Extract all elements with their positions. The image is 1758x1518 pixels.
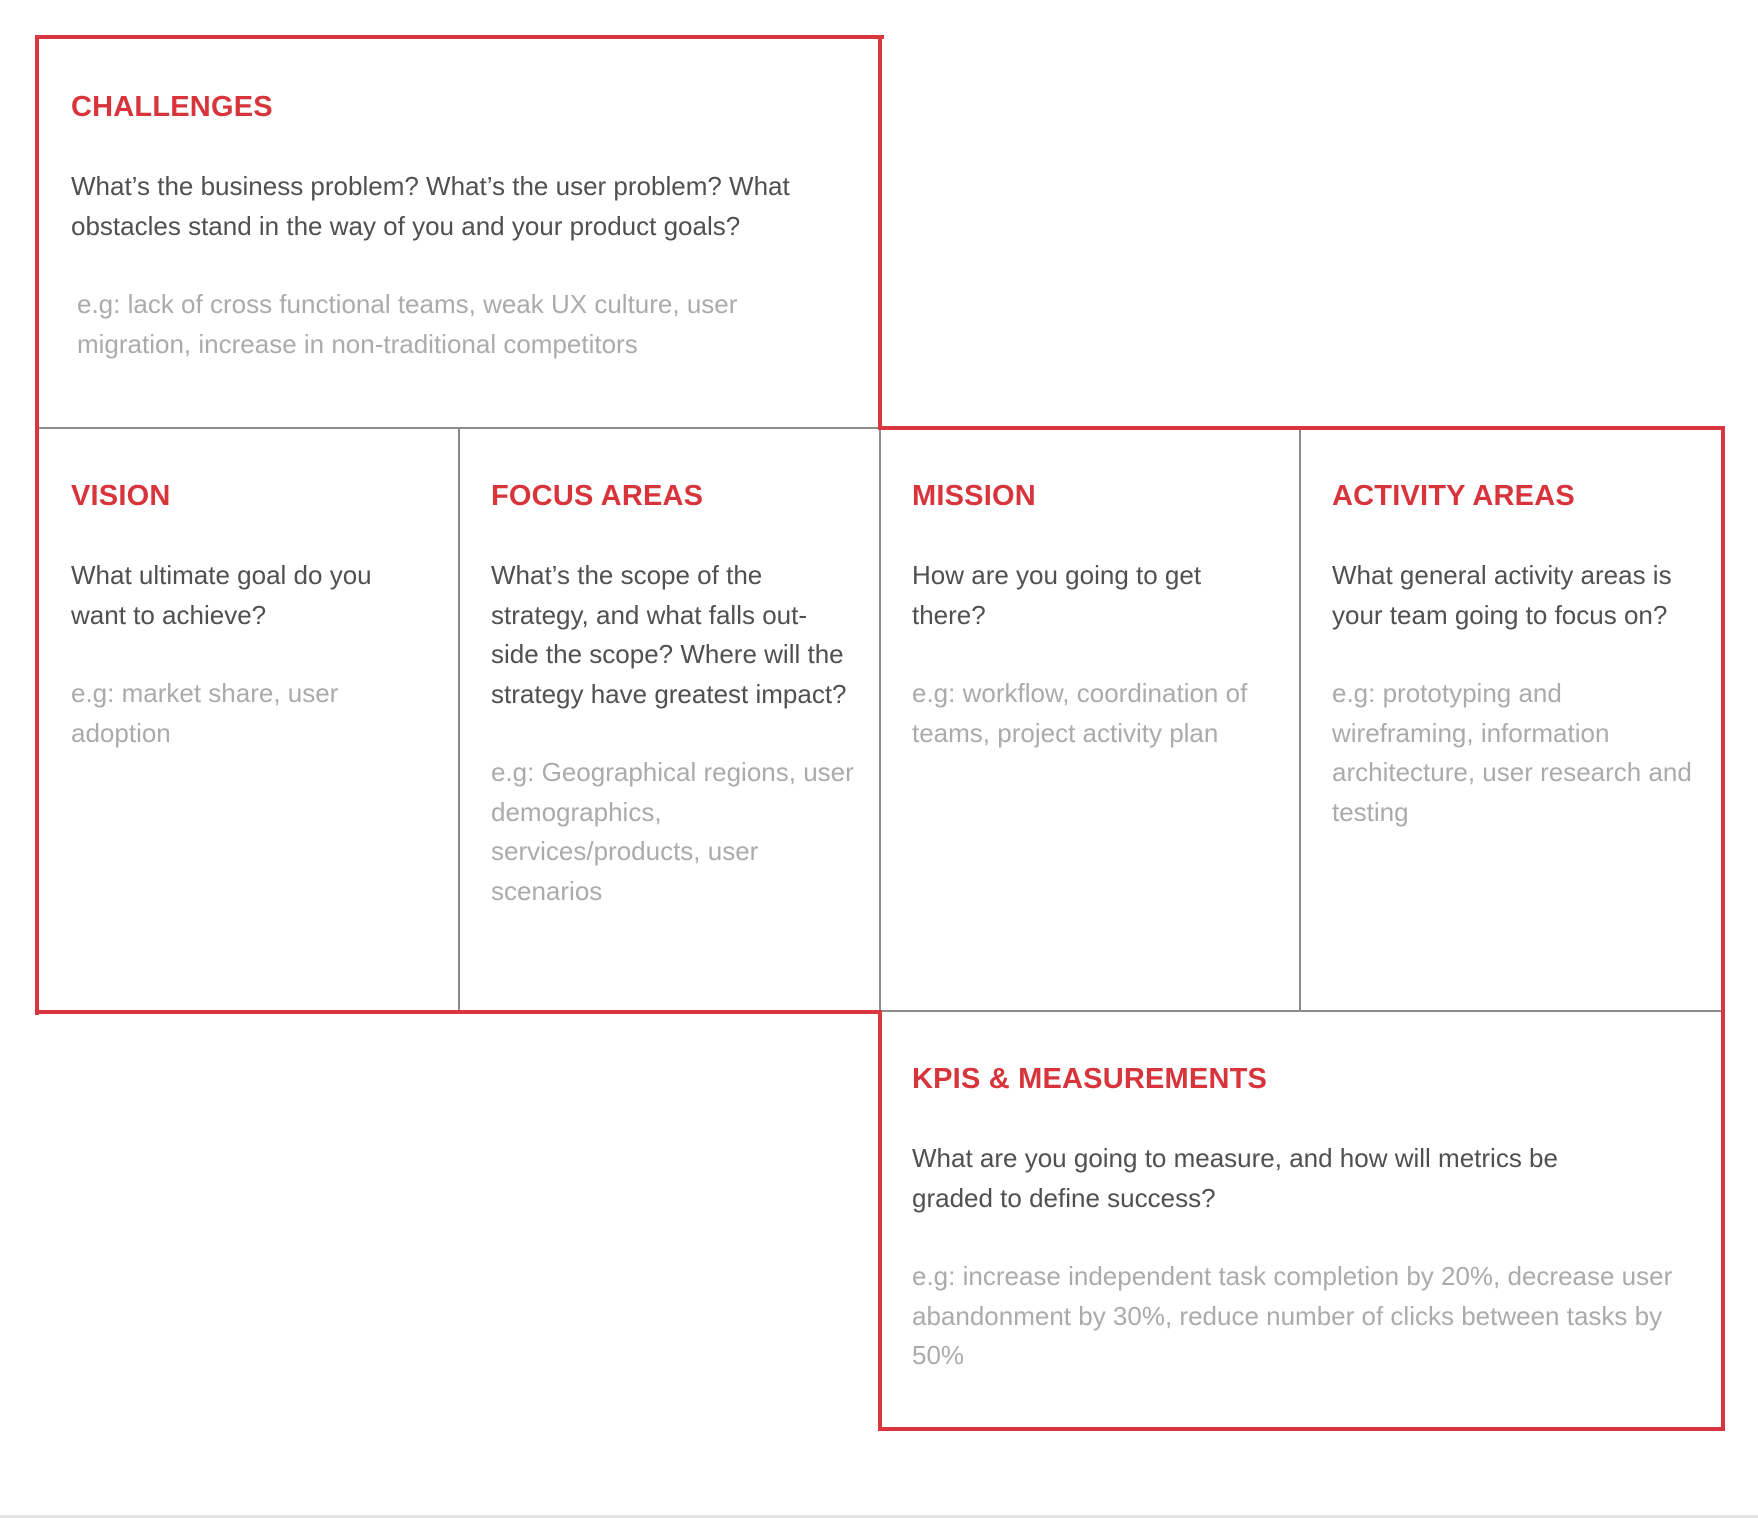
focus-areas-example: e.g: Geographical regions, user demographics, services/products, user scenarios: [491, 757, 854, 906]
challenges-title: CHALLENGES: [71, 91, 273, 123]
divider: [1299, 428, 1301, 1011]
outline: [878, 426, 1725, 430]
mission-title: MISSION: [912, 480, 1036, 512]
mission-question: How are you going to get there?: [912, 560, 1202, 630]
mission-example: e.g: workflow, coordination of teams, project activity plan: [912, 678, 1248, 748]
vision-question: What ultimate goal do you want to achieve?: [71, 560, 372, 630]
divider: [458, 428, 460, 1011]
outline: [878, 1010, 882, 1431]
focus-areas-section: [459, 428, 880, 1011]
outline: [35, 35, 884, 39]
activity-areas-question: What general activity areas is your team going to focus on?: [1332, 560, 1672, 630]
activity-areas-example: e.g: prototyping and wireframing, information architecture, user research and testing: [1332, 678, 1692, 827]
outline: [35, 1010, 882, 1014]
vision-example: e.g: market share, user adoption: [71, 678, 339, 748]
kpis-section: [880, 1011, 1722, 1429]
divider: [880, 1010, 1722, 1012]
mission-section: [880, 428, 1300, 1011]
outline: [35, 35, 39, 1015]
vision-title: VISION: [71, 480, 171, 512]
focus-areas-question: What’s the scope of the strategy, and what falls out-side the scope? Where will the strategy have greatest impact?: [491, 560, 847, 709]
activity-areas-section: [1300, 428, 1722, 1011]
challenges-example: e.g: lack of cross functional teams, weak UX culture, user migration, increase in non-traditional competitors: [77, 289, 738, 359]
divider: [879, 428, 881, 1011]
vision-section: [39, 428, 459, 1011]
outline: [878, 35, 882, 430]
challenges-question: What’s the business problem? What’s the user problem? What obstacles stand in the way of you and your product goals?: [71, 171, 790, 241]
outline: [878, 1427, 1725, 1431]
challenges-section: [39, 39, 880, 428]
outline: [1721, 426, 1725, 1431]
activity-areas-title: ACTIVITY AREAS: [1332, 480, 1575, 512]
kpis-question: What are you going to measure, and how will metrics be graded to define success?: [912, 1143, 1558, 1213]
kpis-example: e.g: increase independent task completion by 20%, decrease user abandonment by 30%, reduce number of clicks between tasks by 50%: [912, 1261, 1673, 1370]
kpis-title: KPIS & MEASUREMENTS: [912, 1063, 1268, 1095]
focus-areas-title: FOCUS AREAS: [491, 480, 704, 512]
